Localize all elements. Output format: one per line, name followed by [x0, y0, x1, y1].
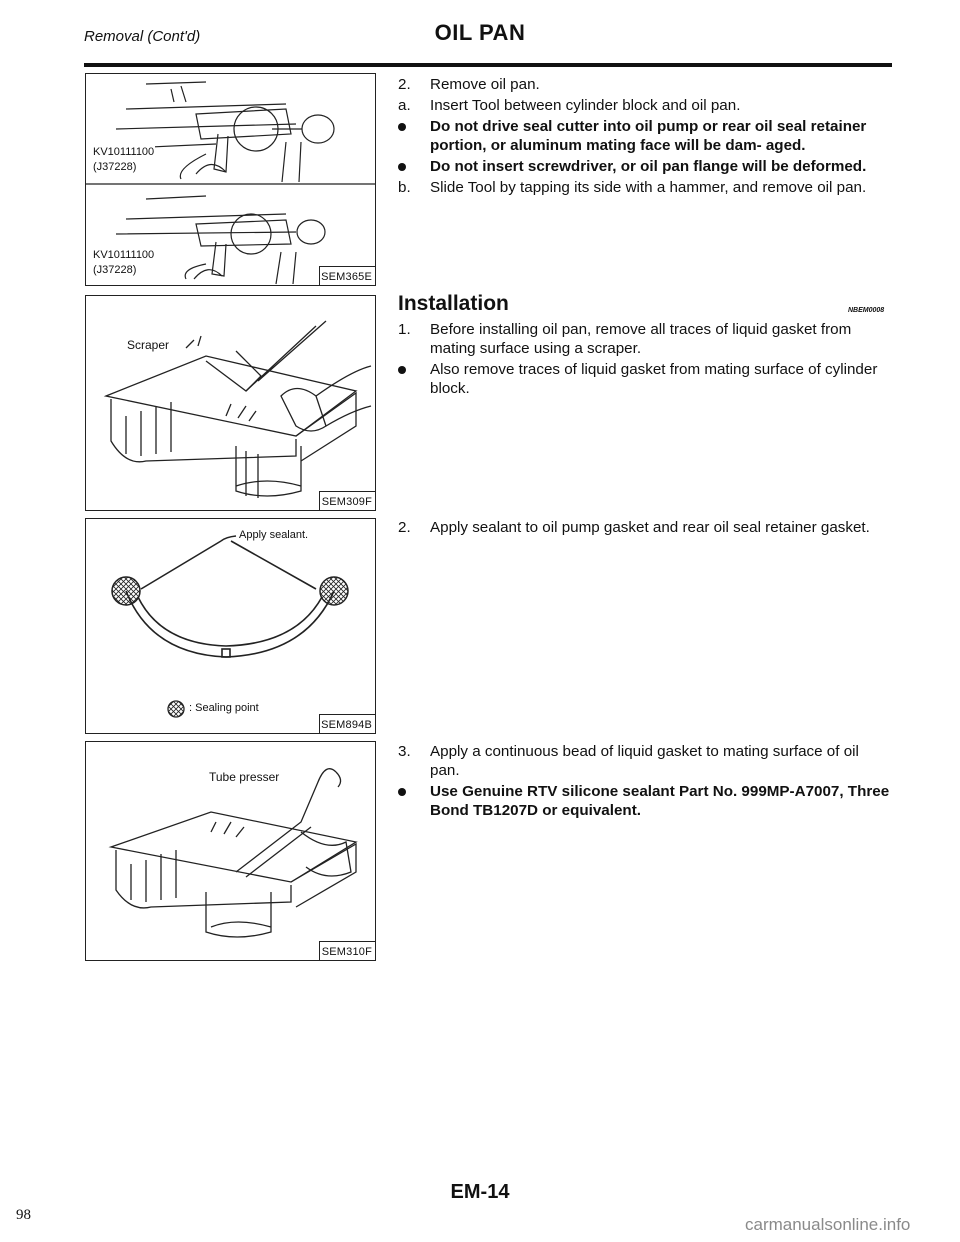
substep-text: Slide Tool by tapping its side with a hammer, and remove oil pan.: [430, 179, 867, 196]
figure-code: SEM894B: [321, 719, 372, 731]
note-genuine-sealant: [398, 782, 892, 820]
bullet-icon: [398, 360, 406, 379]
note-text: Use Genuine RTV silicone sealant Part No. 999MP-A7007, Three Bond TB1207D or equivalent.: [430, 783, 890, 819]
bullet-icon: [398, 117, 406, 136]
page-code: EM-14: [450, 1181, 510, 1203]
header-rule: [84, 63, 892, 67]
sealant-application-diagram: [86, 519, 375, 733]
tool-ref-label-1: (J37228): [93, 161, 137, 173]
oil-pan-scraper-illustration: [86, 296, 375, 510]
installation-step-3: [398, 742, 892, 820]
section-subtitle: Removal (Cont'd): [84, 28, 201, 45]
step-apply-sealant: [398, 518, 892, 537]
bullet-icon: [398, 782, 406, 801]
step-number: 2.: [398, 519, 411, 536]
step-number: 1.: [398, 321, 411, 338]
step-apply-liquid-gasket: [398, 742, 892, 780]
figure-sealing-points: [85, 518, 376, 734]
step-text: Apply a continuous bead of liquid gasket to mating surface of oil pan.: [430, 743, 859, 779]
figure-code: SEM309F: [321, 496, 372, 508]
installation-heading: Installation: [398, 292, 509, 315]
substep-slide-tool: [398, 178, 892, 197]
substep-letter: a.: [398, 97, 411, 114]
tool-label-1: KV10111100: [93, 146, 155, 158]
installation-step-1: [398, 320, 892, 398]
watermark: carmanualsonline.info: [745, 1215, 911, 1234]
removal-instructions: [398, 75, 892, 197]
figure-tube-presser: [85, 741, 376, 961]
sealing-point-legend: : Sealing point: [189, 702, 259, 714]
step-text: Apply sealant to oil pump gasket and rear oil seal retainer gasket.: [430, 519, 870, 536]
tool-ref-label-2: (J37228): [93, 264, 137, 276]
bullet-icon: [398, 157, 406, 176]
page-number: 98: [16, 1207, 31, 1223]
substep-text: Insert Tool between cylinder block and oil pan.: [430, 97, 741, 114]
step-text: Before installing oil pan, remove all traces of liquid gasket from mating surface using a scraper.: [430, 321, 852, 357]
figure-tool-removal: [85, 73, 376, 286]
tube-presser-label: Tube presser: [209, 770, 280, 784]
installation-step-2: [398, 518, 892, 537]
warning-seal-cutter: [398, 117, 892, 155]
section-reference-code: NBEM0008: [848, 307, 885, 314]
scraper-label: Scraper: [127, 338, 170, 352]
sealing-point-icon: [168, 701, 184, 717]
figure-code: SEM365E: [321, 271, 372, 283]
tool-label-2: KV10111100: [93, 249, 155, 261]
step-text: Remove oil pan.: [430, 76, 540, 93]
substep-insert-tool: [398, 96, 892, 115]
warning-text: Do not drive seal cutter into oil pump or rear oil seal retainer portion, or aluminum mating face will be dam- aged.: [430, 118, 867, 154]
figure-scraper: [85, 295, 376, 511]
apply-sealant-label: Apply sealant.: [239, 529, 309, 541]
step-clean-mating-surface: [398, 320, 892, 358]
note-text: Also remove traces of liquid gasket from mating surface of cylinder block.: [430, 361, 878, 397]
step-number: 3.: [398, 743, 411, 760]
warning-text: Do not insert screwdriver, or oil pan flange will be deformed.: [430, 158, 867, 175]
substep-letter: b.: [398, 179, 411, 196]
note-clean-cylinder-block: [398, 360, 892, 398]
step-number: 2.: [398, 76, 411, 93]
figure-code: SEM310F: [321, 946, 372, 958]
page-title: OIL PAN: [434, 20, 526, 45]
warning-screwdriver: [398, 157, 892, 176]
step-remove-oil-pan: [398, 75, 892, 94]
